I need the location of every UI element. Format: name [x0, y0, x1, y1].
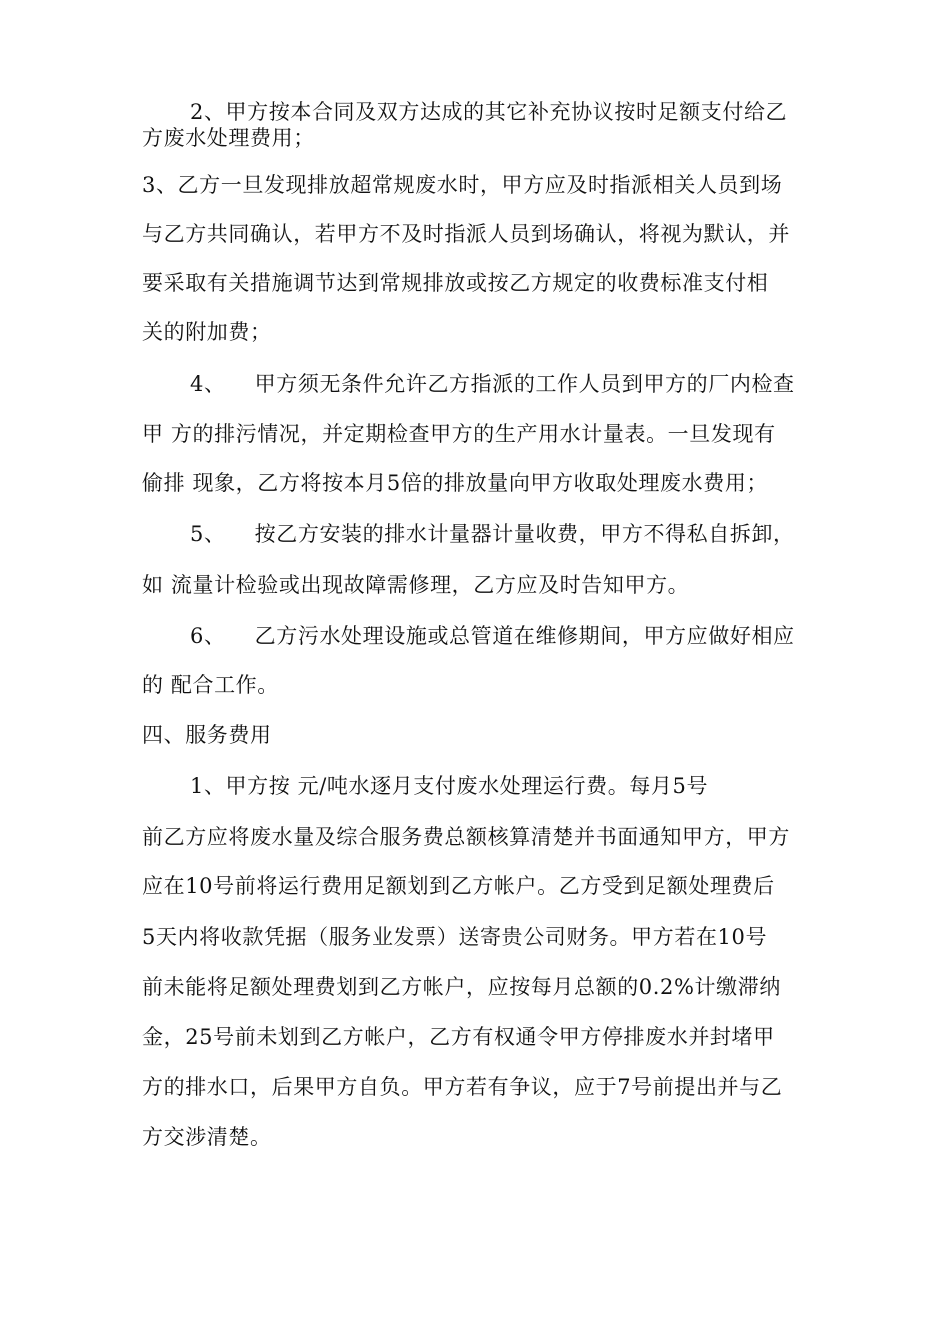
- text-line: 5、 按乙方安装的排水计量器计量收费，甲方不得私自拆卸，: [190, 522, 795, 546]
- text-line: 甲 方的排污情况，并定期检查甲方的生产用水计量表。一旦发现有: [142, 422, 776, 446]
- text-line: 关的附加费；: [142, 320, 272, 344]
- text-line: 与乙方共同确认，若甲方不及时指派人员到场确认，将视为默认，并: [142, 222, 790, 246]
- text-line: 如 流量计检验或出现故障需修理，乙方应及时告知甲方。: [142, 573, 690, 597]
- text-line: 应在10号前将运行费用足额划到乙方帐户。乙方受到足额处理费后: [142, 874, 775, 898]
- text-line: 金，25号前未划到乙方帐户，乙方有权通令甲方停排废水并封堵甲: [142, 1025, 775, 1049]
- text-line: 3、乙方一旦发现排放超常规废水时，甲方应及时指派相关人员到场: [142, 173, 783, 197]
- text-line: 偷排 现象，乙方将按本月5倍的排放量向甲方收取处理废水费用；: [142, 471, 769, 495]
- text-line: 2、甲方按本合同及双方达成的其它补充协议按时足额支付给乙: [190, 100, 788, 124]
- text-line: 方废水处理费用；: [142, 126, 315, 150]
- text-line: 的 配合工作。: [142, 673, 279, 697]
- text-line: 前乙方应将废水量及综合服务费总额核算清楚并书面通知甲方，甲方: [142, 825, 790, 849]
- text-line: 5天内将收款凭据（服务业发票）送寄贵公司财务。甲方若在10号: [142, 925, 768, 949]
- text-line: 前未能将足额处理费划到乙方帐户，应按每月总额的0.2%计缴滞纳: [142, 975, 781, 999]
- section-heading: 四、服务费用: [142, 723, 272, 747]
- text-line: 要采取有关措施调节达到常规排放或按乙方规定的收费标准支付相: [142, 271, 769, 295]
- text-line: 方交涉清楚。: [142, 1125, 272, 1149]
- text-line: 6、 乙方污水处理设施或总管道在维修期间，甲方应做好相应: [190, 624, 795, 648]
- text-line: 方的排水口，后果甲方自负。甲方若有争议，应于7号前提出并与乙: [142, 1075, 783, 1099]
- text-line: 4、 甲方须无条件允许乙方指派的工作人员到甲方的厂内检查: [190, 372, 795, 396]
- text-line: 1、甲方按 元/吨水逐月支付废水处理运行费。每月5号: [190, 774, 709, 798]
